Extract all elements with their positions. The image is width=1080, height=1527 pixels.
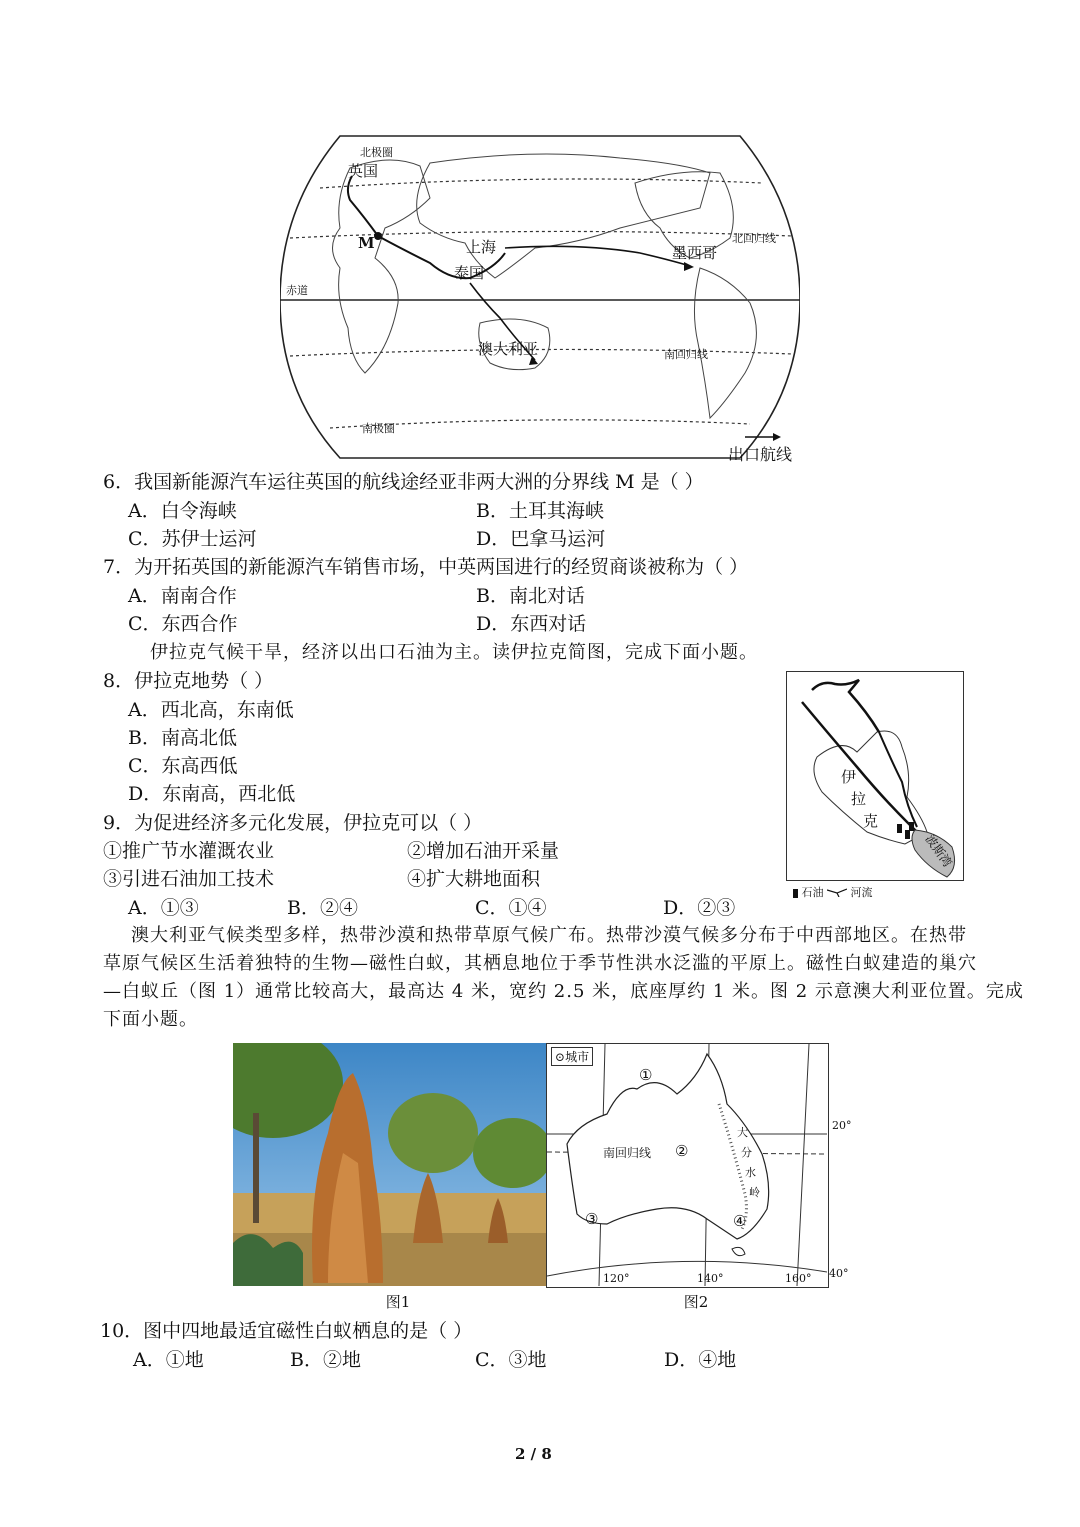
page-number: 2 / 8 [515, 1445, 552, 1463]
city-legend [551, 1047, 593, 1066]
range-char-3: 水 [745, 1166, 756, 1179]
australia-intro-line-2: 草原气候区生活着独特的生物—磁性白蚁，其栖息地位于季节性洪水泛滥的平原上。磁性白蚁建造的巢穴 [103, 953, 977, 974]
iraq-intro: 伊拉克气候干旱，经济以出口石油为主。读伊拉克简图，完成下面小题。 [150, 642, 758, 663]
equator-label: 赤道 [286, 284, 308, 297]
tropic-capricorn-label: 南回归线 [664, 348, 708, 361]
termite-mound-photo [233, 1043, 546, 1286]
range-char-1: 大 [737, 1126, 748, 1139]
point-3: ③ [585, 1210, 599, 1228]
lon-160-label: 160° [785, 1272, 812, 1285]
iraq-label-3: 克 [863, 812, 879, 830]
australia-map-graphic [547, 1044, 827, 1286]
q6-option-c[interactable]: C．苏伊士运河 [128, 528, 257, 550]
tropic-cancer-label: 北回归线 [732, 232, 776, 245]
iraq-legend [793, 884, 873, 900]
q7-option-b[interactable]: B．南北对话 [476, 585, 585, 607]
q10-option-d[interactable]: D．④地 [664, 1349, 737, 1371]
world-map [280, 128, 800, 468]
mexico-label: 墨西哥 [672, 244, 718, 262]
q8-option-b[interactable]: B．南高北低 [128, 727, 237, 749]
australia-label: 澳大利亚 [478, 340, 539, 358]
q7-option-c[interactable]: C．东西合作 [128, 613, 238, 635]
q8-option-d[interactable]: D．东南高，西北低 [128, 783, 296, 805]
q9-option-c[interactable]: C．①④ [475, 897, 547, 919]
q8-option-a[interactable]: A．西北高，东南低 [128, 699, 294, 721]
question-8-stem: 8．伊拉克地势（ ） [103, 670, 274, 692]
q8-option-c[interactable]: C．东高西低 [128, 755, 238, 777]
range-char-2: 分 [741, 1146, 752, 1159]
q6-option-d[interactable]: D．巴拿马运河 [476, 528, 606, 550]
lat-40-label: 40° [829, 1267, 849, 1280]
range-char-4: 岭 [749, 1186, 760, 1199]
q7-option-a[interactable]: A．南南合作 [128, 585, 237, 607]
australia-intro-line-3: —白蚁丘（图 1）通常比较高大，最高达 4 米，宽约 2.5 米，底座厚约 1 米。图 2 示意澳大利亚位置。完成 [103, 981, 1024, 1002]
antarctic-circle-label: 南极圈 [362, 422, 395, 435]
q10-option-c[interactable]: C．③地 [475, 1349, 547, 1371]
q9-item-2: ②增加石油开采量 [407, 840, 560, 862]
q6-option-b[interactable]: B．土耳其海峡 [476, 500, 604, 522]
city-legend-label: 城市 [565, 1050, 590, 1064]
australia-intro-line-1: 澳大利亚气候类型多样，热带沙漠和热带草原气候广布。热带沙漠气候多分布于中西部地区。在热带 [131, 925, 967, 946]
uk-label: 英国 [348, 162, 379, 180]
oil-legend-label: 石油 [801, 886, 824, 899]
q9-option-d[interactable]: D．②③ [663, 897, 736, 919]
question-10-stem: 10．图中四地最适宜磁性白蚁栖息的是（ ） [100, 1320, 473, 1342]
lon-140-label: 140° [697, 1272, 724, 1285]
m-point-marker [374, 232, 382, 240]
q9-option-a[interactable]: A．①③ [128, 897, 199, 919]
q9-item-1: ①推广节水灌溉农业 [103, 840, 275, 862]
termite-mound-illustration [233, 1043, 546, 1286]
q9-item-4: ④扩大耕地面积 [407, 868, 541, 890]
fig2-caption: 图2 [683, 1293, 709, 1311]
thailand-label: 泰国 [454, 264, 485, 282]
australia-map [546, 1043, 852, 1288]
arctic-circle-label: 北极圈 [360, 146, 393, 159]
river-legend-icon [827, 887, 847, 900]
point-2: ② [675, 1142, 689, 1160]
shanghai-label: 上海 [466, 238, 497, 256]
city-legend-icon: ⊙ [555, 1050, 566, 1064]
persian-gulf-label: 波斯湾 [922, 832, 955, 870]
tropic-capricorn-fig2: 南回归线 [603, 1146, 652, 1160]
lat-20-label: 20° [832, 1119, 852, 1132]
q6-option-a[interactable]: A．白令海峡 [128, 500, 237, 522]
route-legend-label: 出口航线 [728, 445, 793, 464]
australia-intro-line-4: 下面小题。 [103, 1009, 198, 1030]
point-1: ① [639, 1066, 653, 1084]
iraq-label-2: 拉 [851, 790, 867, 808]
lon-120-label: 120° [603, 1272, 630, 1285]
iraq-label-1: 伊 [841, 768, 857, 786]
point-4: ④ [733, 1212, 747, 1230]
q9-item-3: ③引进石油加工技术 [103, 868, 275, 890]
fig1-caption: 图1 [385, 1293, 411, 1311]
river-legend-label: 河流 [850, 886, 873, 899]
oil-legend-icon [793, 889, 798, 898]
q9-option-b[interactable]: B．②④ [287, 897, 358, 919]
iraq-map [786, 671, 964, 881]
question-7-stem: 7．为开拓英国的新能源汽车销售市场，中英两国进行的经贸商谈被称为（ ） [103, 556, 749, 578]
question-6-stem: 6．我国新能源汽车运往英国的航线途经亚非两大洲的分界线 M 是（ ） [103, 471, 704, 493]
m-label: M [358, 234, 375, 252]
q7-option-d[interactable]: D．东西对话 [476, 613, 587, 635]
question-9-stem: 9．为促进经济多元化发展，伊拉克可以（ ） [103, 812, 483, 834]
q10-option-b[interactable]: B．②地 [290, 1349, 361, 1371]
q10-option-a[interactable]: A．①地 [133, 1349, 204, 1371]
